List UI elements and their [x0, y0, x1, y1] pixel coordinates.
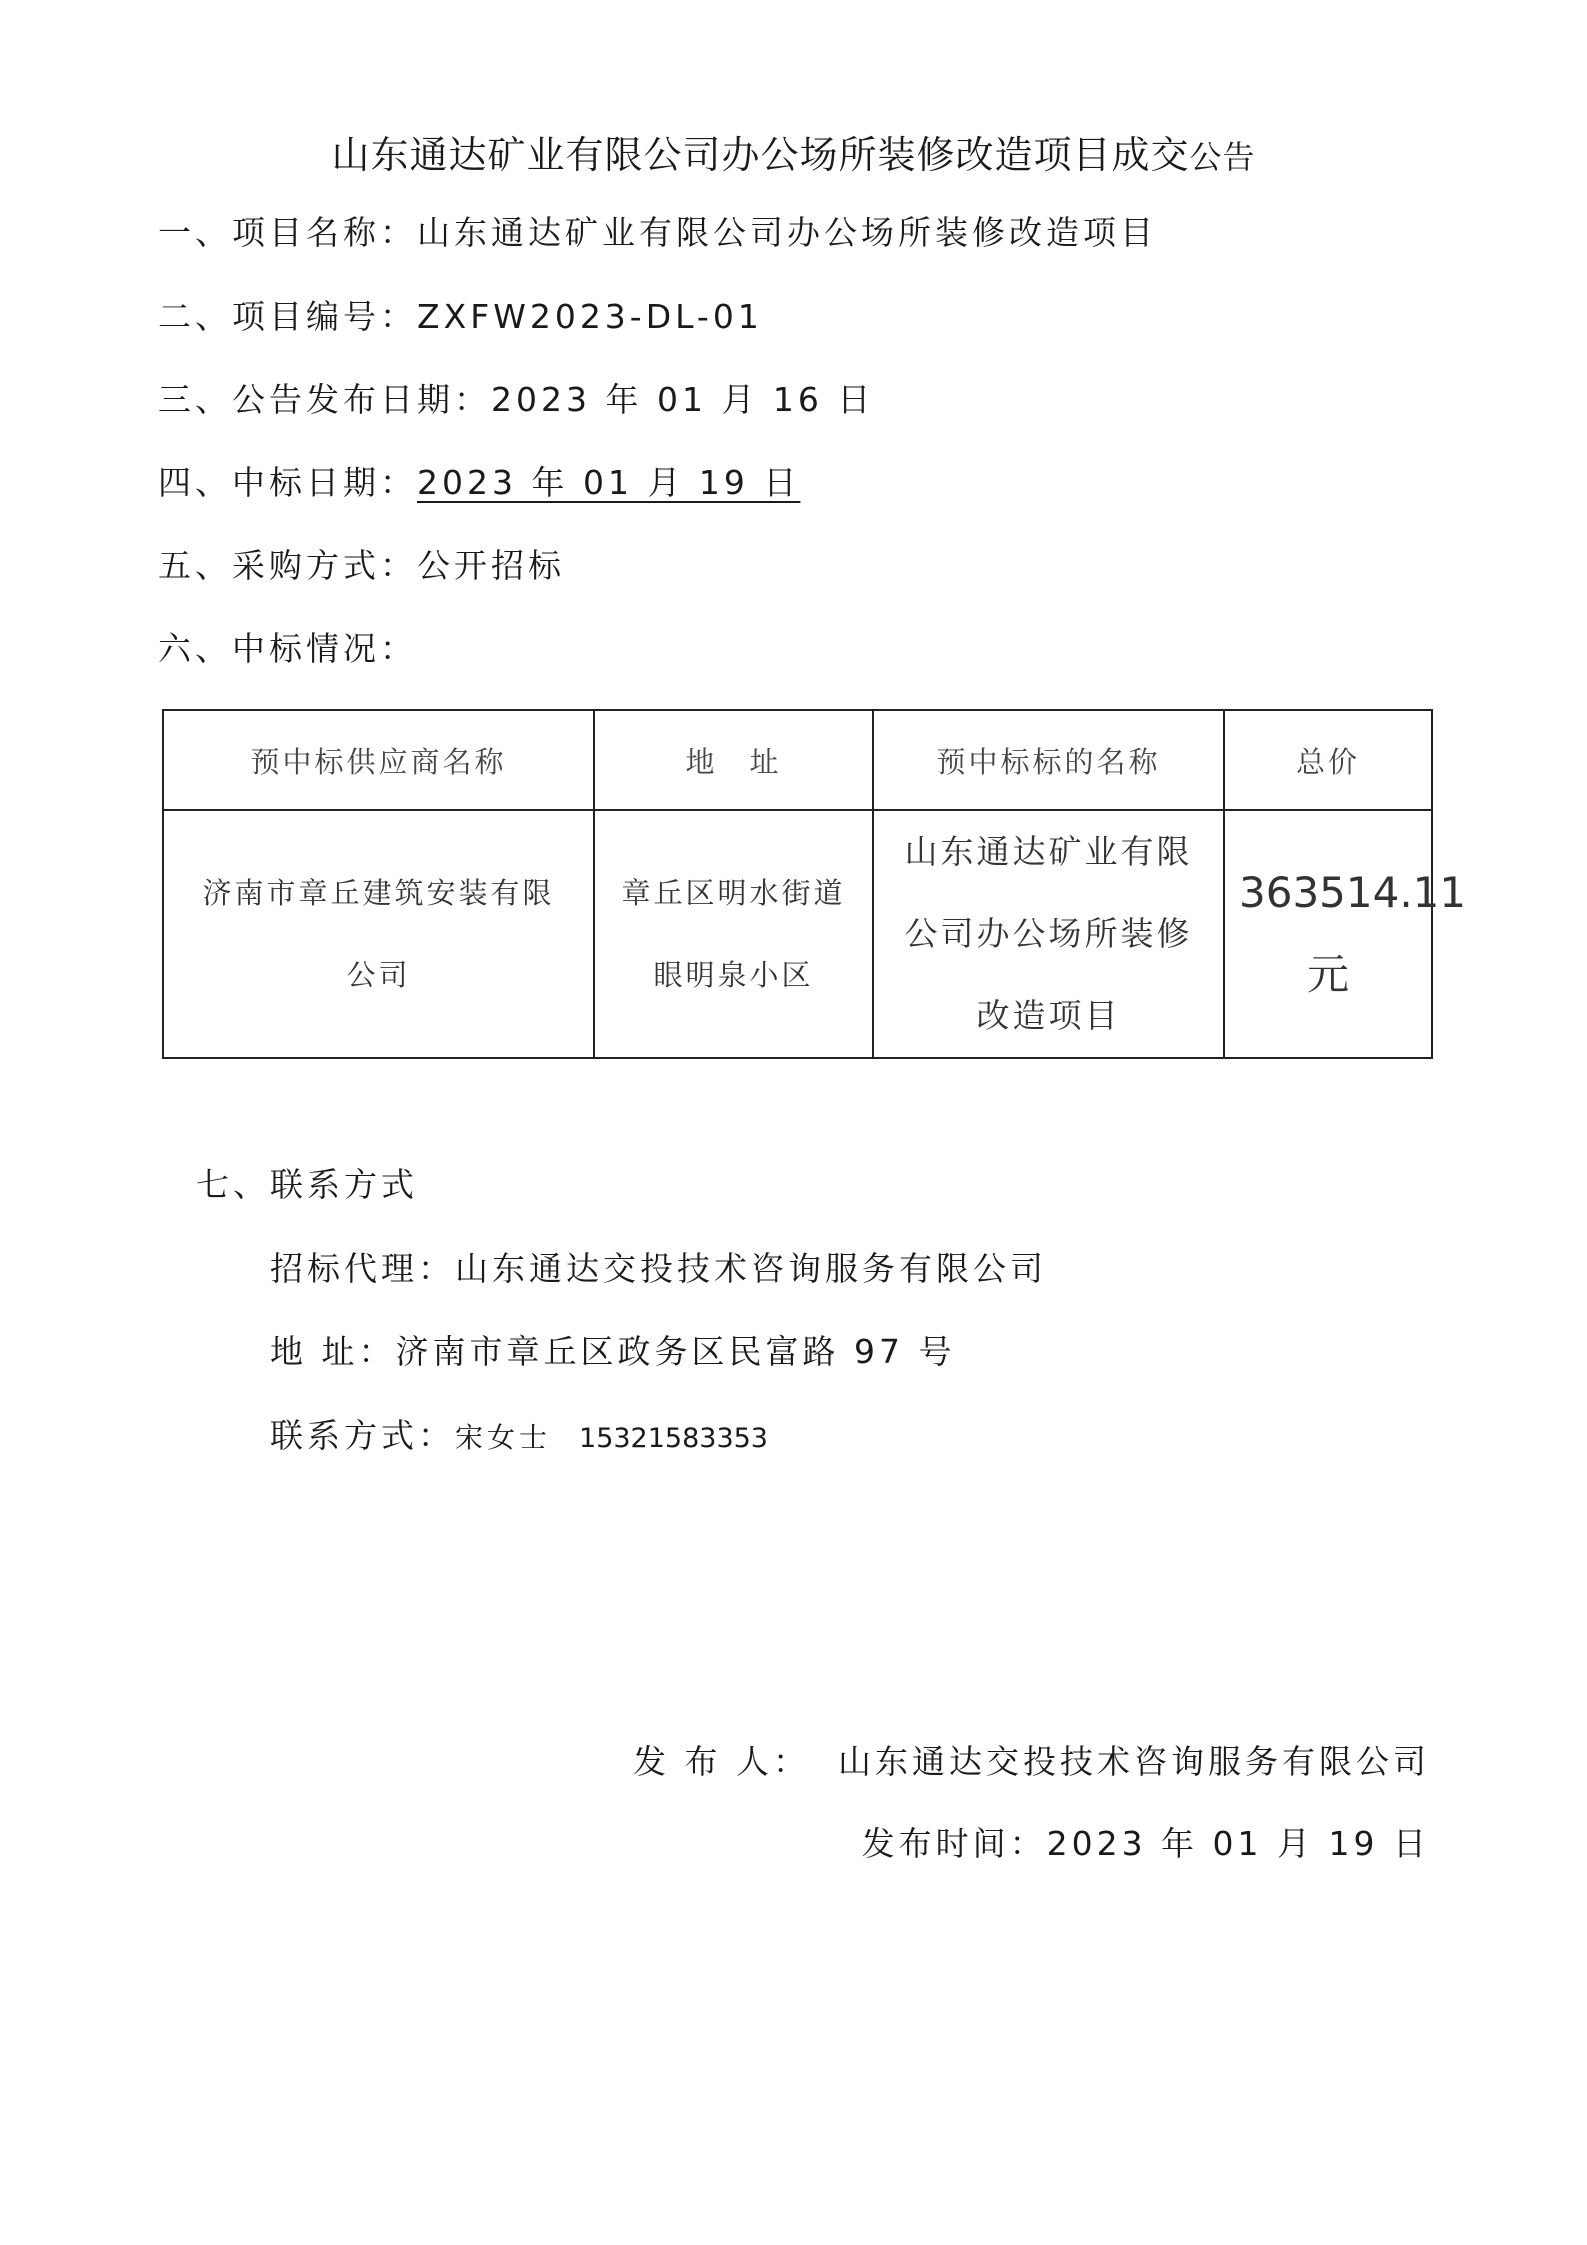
contact-phone: 15321583353 — [579, 1423, 768, 1454]
contact-heading: 七、联系方式 — [196, 1165, 418, 1204]
header-address: 地 址 — [594, 710, 873, 810]
title-tail: 公告 — [1189, 138, 1256, 176]
document-title — [0, 124, 1587, 179]
title-main: 山东通达矿业有限公司办公场所装修改造项目成交 — [331, 133, 1190, 177]
award-table — [162, 709, 1467, 1059]
contact-agent: 招标代理：山东通达交投技术咨询服务有限公司 — [270, 1249, 1047, 1288]
item-procurement-method: 五、采购方式：公开招标 — [158, 546, 565, 585]
contact-person: 联系方式：宋女士 15321583353 — [270, 1416, 768, 1455]
header-supplier: 预中标供应商名称 — [163, 710, 594, 810]
cell-total: 363514.11 元 — [1224, 810, 1432, 1058]
item-project-number: 二、项目编号：ZXFW2023-DL-01 — [158, 297, 763, 336]
table-header-row — [163, 710, 1432, 810]
cell-subject: 山东通达矿业有限 公司办公场所装修 改造项目 — [873, 810, 1224, 1058]
cell-supplier: 济南市章丘建筑安装有限 公司 — [163, 810, 594, 1058]
award-date-underlined: 2023 年 01 月 19 日 — [417, 463, 801, 502]
header-total: 总价 — [1224, 710, 1432, 810]
header-subject: 预中标标的名称 — [873, 710, 1224, 810]
publish-date-line: 发布时间：2023 年 01 月 19 日 — [861, 1824, 1430, 1863]
publisher-line: 发 布 人： 山东通达交投技术咨询服务有限公司 — [633, 1742, 1430, 1781]
item-award-status: 六、中标情况： — [158, 629, 417, 668]
item-award-date: 四、中标日期：2023 年 01 月 19 日 — [158, 463, 801, 502]
item-project-name: 一、项目名称：山东通达矿业有限公司办公场所装修改造项目 — [158, 213, 1157, 252]
cell-address: 章丘区明水街道 眼明泉小区 — [594, 810, 873, 1058]
contact-address: 地 址：济南市章丘区政务区民富路 97 号 — [270, 1332, 956, 1371]
table-row — [163, 810, 1432, 1058]
item-publish-date: 三、公告发布日期：2023 年 01 月 16 日 — [158, 380, 875, 419]
